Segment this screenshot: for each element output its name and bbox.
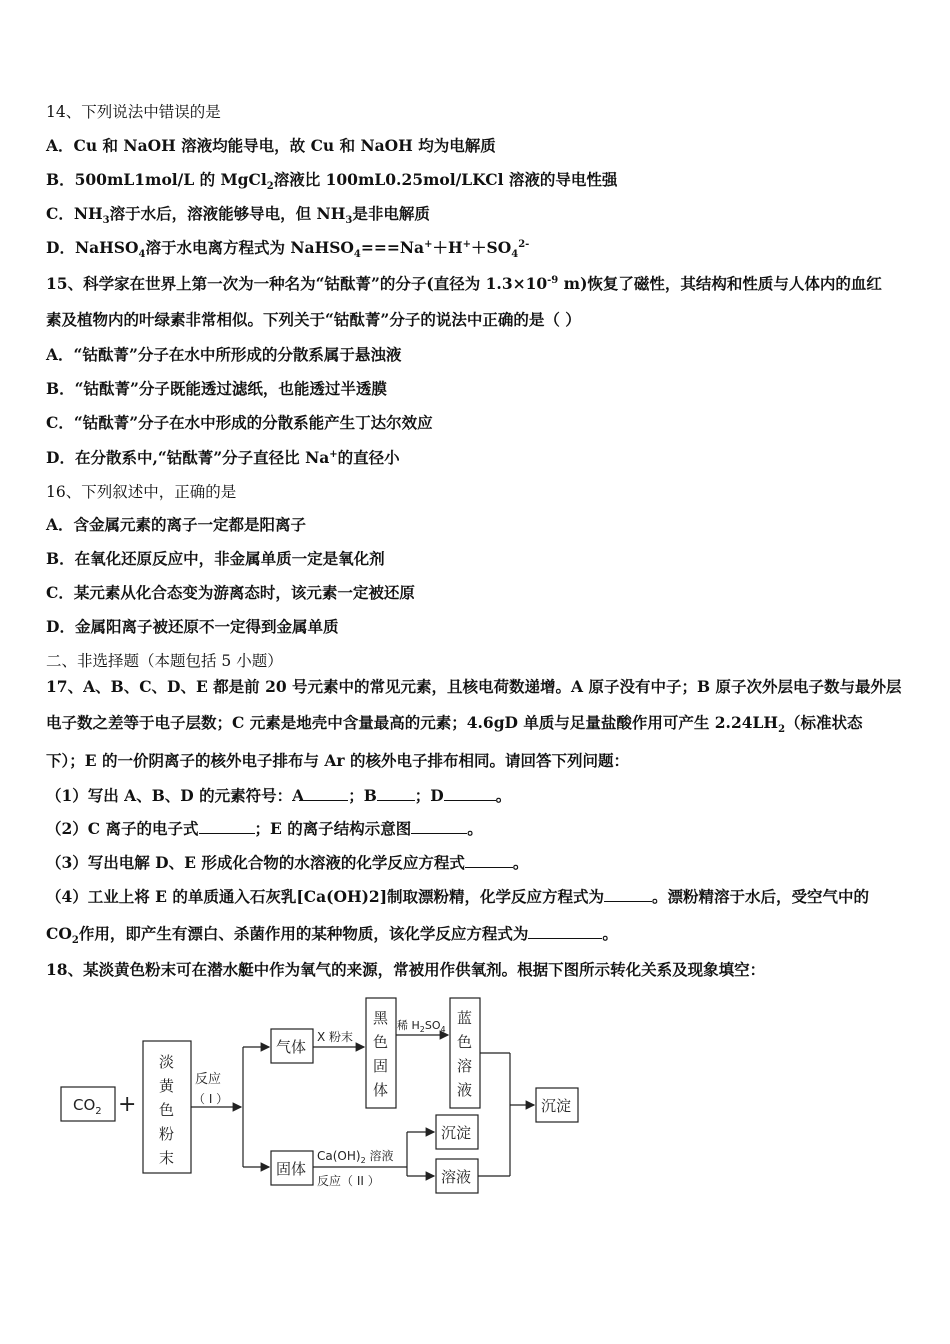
black-char-4: 体	[373, 1081, 389, 1099]
q14-option-c: C．$NH_3$溶于水后，溶液能够导电，但 $NH_3$是非电解质	[46, 204, 430, 227]
q14-option-b: B．500mL1mol/L 的 MgCl$_2$溶液比 100mL0.25mol/LKCl 溶液的导电性强	[46, 170, 618, 193]
precipitate-final-label: 沉淀	[541, 1097, 572, 1115]
blue-char-3: 溶	[457, 1057, 473, 1075]
black-char-3: 固	[373, 1057, 389, 1075]
q16-option-c: C．某元素从化合态变为游离态时，该元素一定被还原	[46, 583, 415, 602]
q15-stem-line2: 素及植物内的叶绿素非常相似。下列关于“钴酞菁”分子的说法中正确的是（ ）	[46, 310, 581, 329]
gas-label: 气体	[276, 1038, 307, 1056]
q16-option-d: D．金属阳离子被还原不一定得到金属单质	[46, 617, 339, 636]
blue-char-4: 液	[457, 1081, 473, 1099]
co2-label: $CO_2$	[73, 1096, 102, 1117]
answer-blank-c-ion[interactable]	[199, 819, 255, 834]
powder-char-2: 黄	[159, 1077, 175, 1095]
q14-option-a: A．Cu 和 NaOH 溶液均能导电，故 Cu 和 NaOH 均为电解质	[46, 136, 496, 155]
answer-blank-b[interactable]	[377, 786, 415, 801]
q17-part4-line2: $CO_2$作用，即产生有漂白、杀菌作用的某种物质，该化学反应方程式为 。	[46, 924, 618, 947]
answer-blank-bleach[interactable]	[604, 887, 652, 902]
answer-blank-a[interactable]	[304, 786, 348, 801]
reaction2-label: 反应（ II ）	[317, 1174, 380, 1188]
section-heading: 二、非选择题（本题包括 5 小题）	[46, 652, 283, 670]
q17-part1: （1）写出 A、B、D 的元素符号：A ；B ；D 。	[46, 786, 512, 805]
solid-label: 固体	[276, 1160, 307, 1178]
blue-char-2: 色	[457, 1033, 473, 1051]
q16-option-a: A．含金属元素的离子一定都是阳离子	[46, 515, 307, 534]
q17-part4-line1: （4）工业上将 E 的单质通入石灰乳[Ca(OH)2]制取漂粉精，化学反应方程式为 。漂粉精溶于水后，受空气中的	[46, 887, 870, 906]
q16-option-b: B．在氧化还原反应中，非金属单质一定是氧化剂	[46, 549, 385, 568]
answer-blank-co2[interactable]	[528, 924, 602, 939]
h2so4-label: 稀 $H_2SO_4$	[397, 1019, 446, 1034]
powder-char-3: 色	[159, 1101, 175, 1119]
solution-bottom-label: 溶液	[441, 1168, 472, 1186]
q15-option-c: C．“钴酞菁”分子在水中形成的分散系能产生丁达尔效应	[46, 413, 433, 432]
powder-char-1: 淡	[159, 1053, 175, 1071]
q16-stem: 16、下列叙述中，正确的是	[46, 483, 237, 501]
q18-stem: 18、某淡黄色粉末可在潜水艇中作为氧气的来源，常被用作供氧剂。根据下图所示转化关系及现象填空：	[46, 960, 766, 979]
blue-char-1: 蓝	[457, 1009, 473, 1027]
q14-option-d: D．NaHSO$_4$溶于水电离方程式为 $NaHSO_4===Na^++H^++SO_4^{2-}$	[46, 238, 530, 261]
reaction1-number: （ I ）	[193, 1092, 229, 1106]
plus-sign: +	[118, 1092, 137, 1117]
powder-char-5: 末	[159, 1149, 175, 1167]
black-char-1: 黑	[373, 1009, 389, 1027]
q14-stem: 14、下列说法中错误的是	[46, 103, 221, 121]
q17-stem-line2: 电子数之差等于电子层数；C 元素是地壳中含量最高的元素；4.6gD 单质与足量盐酸作用可产生 $2.24LH_2$（标准状态	[46, 713, 863, 736]
answer-blank-e-ion[interactable]	[411, 819, 467, 834]
caoh2-label: $Ca(OH)_2$ 溶液	[317, 1149, 394, 1165]
conversion-diagram	[55, 995, 595, 1205]
q17-part2: （2）C 离子的电子式 ；E 的离子结构示意图 。	[46, 819, 483, 838]
q15-option-a: A．“钴酞菁”分子在水中所形成的分散系属于悬浊液	[46, 345, 402, 364]
q15-stem-line1: 15、科学家在世界上第一次为一种名为“钴酞菁”的分子(直径为 $1.3\times 10^{-9}$ m)恢复了磁性，其结构和性质与人体内的血红	[46, 274, 882, 293]
q15-option-b: B．“钴酞菁”分子既能透过滤纸，也能透过半透膜	[46, 379, 387, 398]
precipitate-top-label: 沉淀	[441, 1124, 472, 1142]
q15-option-d: D．在分散系中,“钴酞菁”分子直径比 Na+的直径小	[46, 448, 400, 467]
q17-stem-line3: 下）；E 的一价阴离子的核外电子排布与 Ar 的核外电子排布相同。请回答下列问题：	[46, 751, 629, 770]
answer-blank-electrolysis[interactable]	[465, 853, 513, 868]
answer-blank-d[interactable]	[444, 786, 496, 801]
q17-stem-line1: 17、A、B、C、D、E 都是前 20 号元素中的常见元素，且核电荷数递增。A 原子没有中子；B 原子次外层电子数与最外层	[46, 677, 902, 696]
powder-char-4: 粉	[159, 1125, 175, 1143]
q17-part3: （3）写出电解 D、E 形成化合物的水溶液的化学反应方程式 。	[46, 853, 529, 872]
reaction1-label: 反应	[195, 1072, 222, 1087]
x-powder-label: X 粉末	[317, 1030, 354, 1044]
black-char-2: 色	[373, 1033, 389, 1051]
